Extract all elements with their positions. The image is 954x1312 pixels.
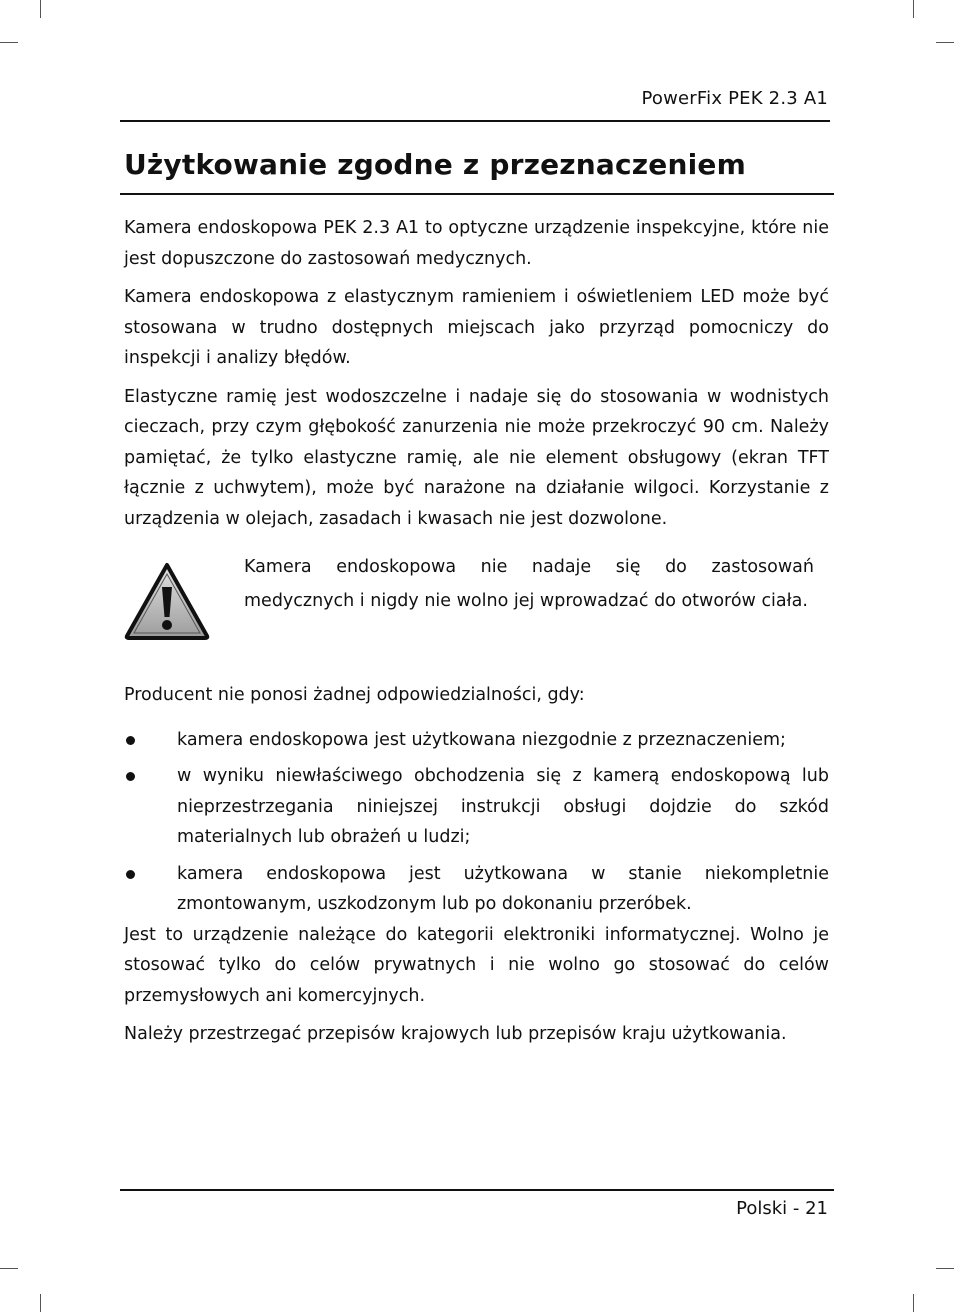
list-item (124, 761, 829, 853)
crop-mark (936, 1268, 954, 1269)
paragraph: Kamera endoskopowa z elastycznym ramieniem i oświetleniem LED może być stosowana w trudno dostępnych miejscach jako przyrząd pomocniczy do inspekcji i analizy błędów. (124, 287, 829, 368)
list-item (124, 859, 829, 920)
bullet-icon (126, 772, 135, 781)
warning-text: Kamera endoskopowa nie nadaje się do zastosowań medycznych i nigdy nie wolno jej wprowadzać do otworów ciała. (244, 557, 814, 611)
crop-mark (936, 42, 954, 43)
crop-mark (0, 1268, 18, 1269)
page-number: Polski - 21 (736, 1198, 828, 1219)
bullet-icon (126, 870, 135, 879)
list-item-text: kamera endoskopowa jest użytkowana niezgodnie z przeznaczeniem; (177, 729, 786, 750)
crop-mark (40, 0, 41, 18)
crop-mark (913, 1294, 914, 1312)
paragraph: Kamera endoskopowa PEK 2.3 A1 to optyczne urządzenie inspekcyjne, które nie jest dopuszczone do zastosowań medycznych. (124, 218, 829, 269)
warning-triangle-icon (124, 562, 210, 640)
liability-list (124, 725, 829, 920)
page-content (124, 213, 829, 1058)
crop-mark (913, 0, 914, 18)
header-product-title: PowerFix PEK 2.3 A1 (641, 88, 828, 109)
list-item-text: w wyniku niewłaściwego obchodzenia się z kamerą endoskopową lub nieprzestrzegania niniejszej instrukcji obsługi dojdzie do szkód materialnych lub obrażeń u ludzi; (177, 766, 829, 847)
section-title: Użytkowanie zgodne z przeznaczeniem (124, 148, 746, 181)
warning-notice (124, 550, 829, 640)
liability-intro: Producent nie ponosi żadnej odpowiedzialności, gdy: (124, 685, 585, 705)
footer-rule (120, 1189, 834, 1191)
list-item (124, 725, 829, 756)
paragraph: Należy przestrzegać przepisów krajowych lub przepisów kraju użytkowania. (124, 1024, 787, 1044)
header-rule (120, 120, 830, 122)
crop-mark (40, 1294, 41, 1312)
list-item-text: kamera endoskopowa jest użytkowana w stanie niekompletnie zmontowanym, uszkodzonym lub po dokonaniu przeróbek. (177, 863, 829, 914)
paragraph: Elastyczne ramię jest wodoszczelne i nadaje się do stosowania w wodnistych cieczach, przy czym głębokość zanurzenia nie może przekroczyć 90 cm. Należy pamiętać, że tylko elastyczne ramię, ale nie element obsługowy (ekran TFT łącznie z uchwytem), może być narażone na działanie wilgoci. Korzystanie z urządzenia w olejach, zasadach i kwasach nie jest dozwolone. (124, 386, 829, 529)
paragraph: Jest to urządzenie należące do kategorii elektroniki informatycznej. Wolno je stosować tylko do celów prywatnych i nie wolno go stosować do celów przemysłowych ani komercyjnych. (124, 924, 829, 1006)
crop-mark (0, 42, 18, 43)
title-underline (120, 193, 834, 195)
bullet-icon (126, 736, 135, 745)
